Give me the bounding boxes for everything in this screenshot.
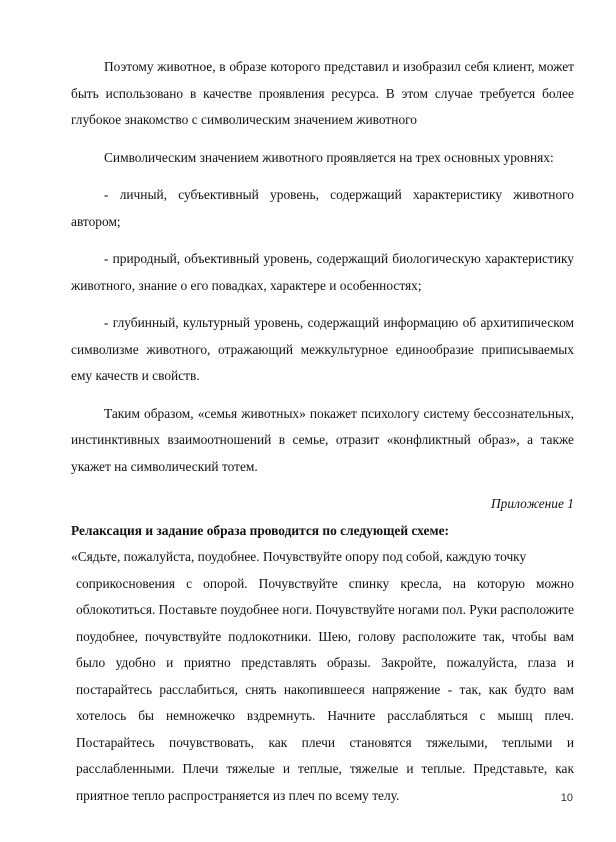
quote-body: соприкосновения с опорой. Почувствуйте спинку кресла, на которую можно облокотиться. Поставьте поудобнее ноги. Почувствуйте ногами пол. Руки расположите поудобнее, почувствуйте подлокотники. Шею, голову расположите так, чтобы вам было удобно и приятно представлять образы. Закройте, пожалуйста, глаза и постарайтесь расслабиться, снять накопившееся напряжение - так, как будто вам хотелось бы немножечко вздремнуть. Начните расслабляться с мышц плеч. Постарайтесь почувствовать, как плечи становятся тяжелыми, теплыми и расслабленными. Плечи тяжелые и теплые, тяжелые и теплые. Представьте, как приятное тепло распространяется из плеч по всему телу. [76, 575, 574, 803]
list-item-personal-level: - личный, субъективный уровень, содержащий характеристику животного автором; [71, 187, 574, 229]
quote-first-line: «Сядьте, пожалуйста, поудобнее. Почувствуйте опору под собой, каждую точку [71, 549, 527, 564]
page-content [71, 54, 574, 809]
paragraph-resource: Поэтому животное, в образе которого представил и изобразил себя клиент, может быть использовано в качестве проявления ресурса. В этом случае требуется более глубокое знакомство с символическим значением животного [71, 59, 574, 127]
page-number: 10 [560, 792, 573, 804]
paragraph-conclusion: Таким образом, «семья животных» покажет психологу систему бессознательных, инстинктивных взаимоотношений в семье, отразит «конфликтный образ», а также укажет на символический тотем. [71, 405, 574, 474]
appendix-label: Приложение 1 [491, 496, 574, 511]
paragraph-levels-intro: Символическим значением животного проявляется на трех основных уровнях: [104, 149, 554, 165]
list-item-deep-level: - глубинный, культурный уровень, содержащий информацию об архитипическом символизме животного, отражающий межкультурное единообразие приписываемых ему качеств и свойств. [71, 315, 574, 383]
appendix-heading: Релаксация и задание образа проводится по следующей схеме: [71, 522, 449, 538]
list-item-natural-level: - природный, объективный уровень, содержащий биологическую характеристику животного, знание о его повадках, характере и особенностях; [71, 251, 574, 293]
